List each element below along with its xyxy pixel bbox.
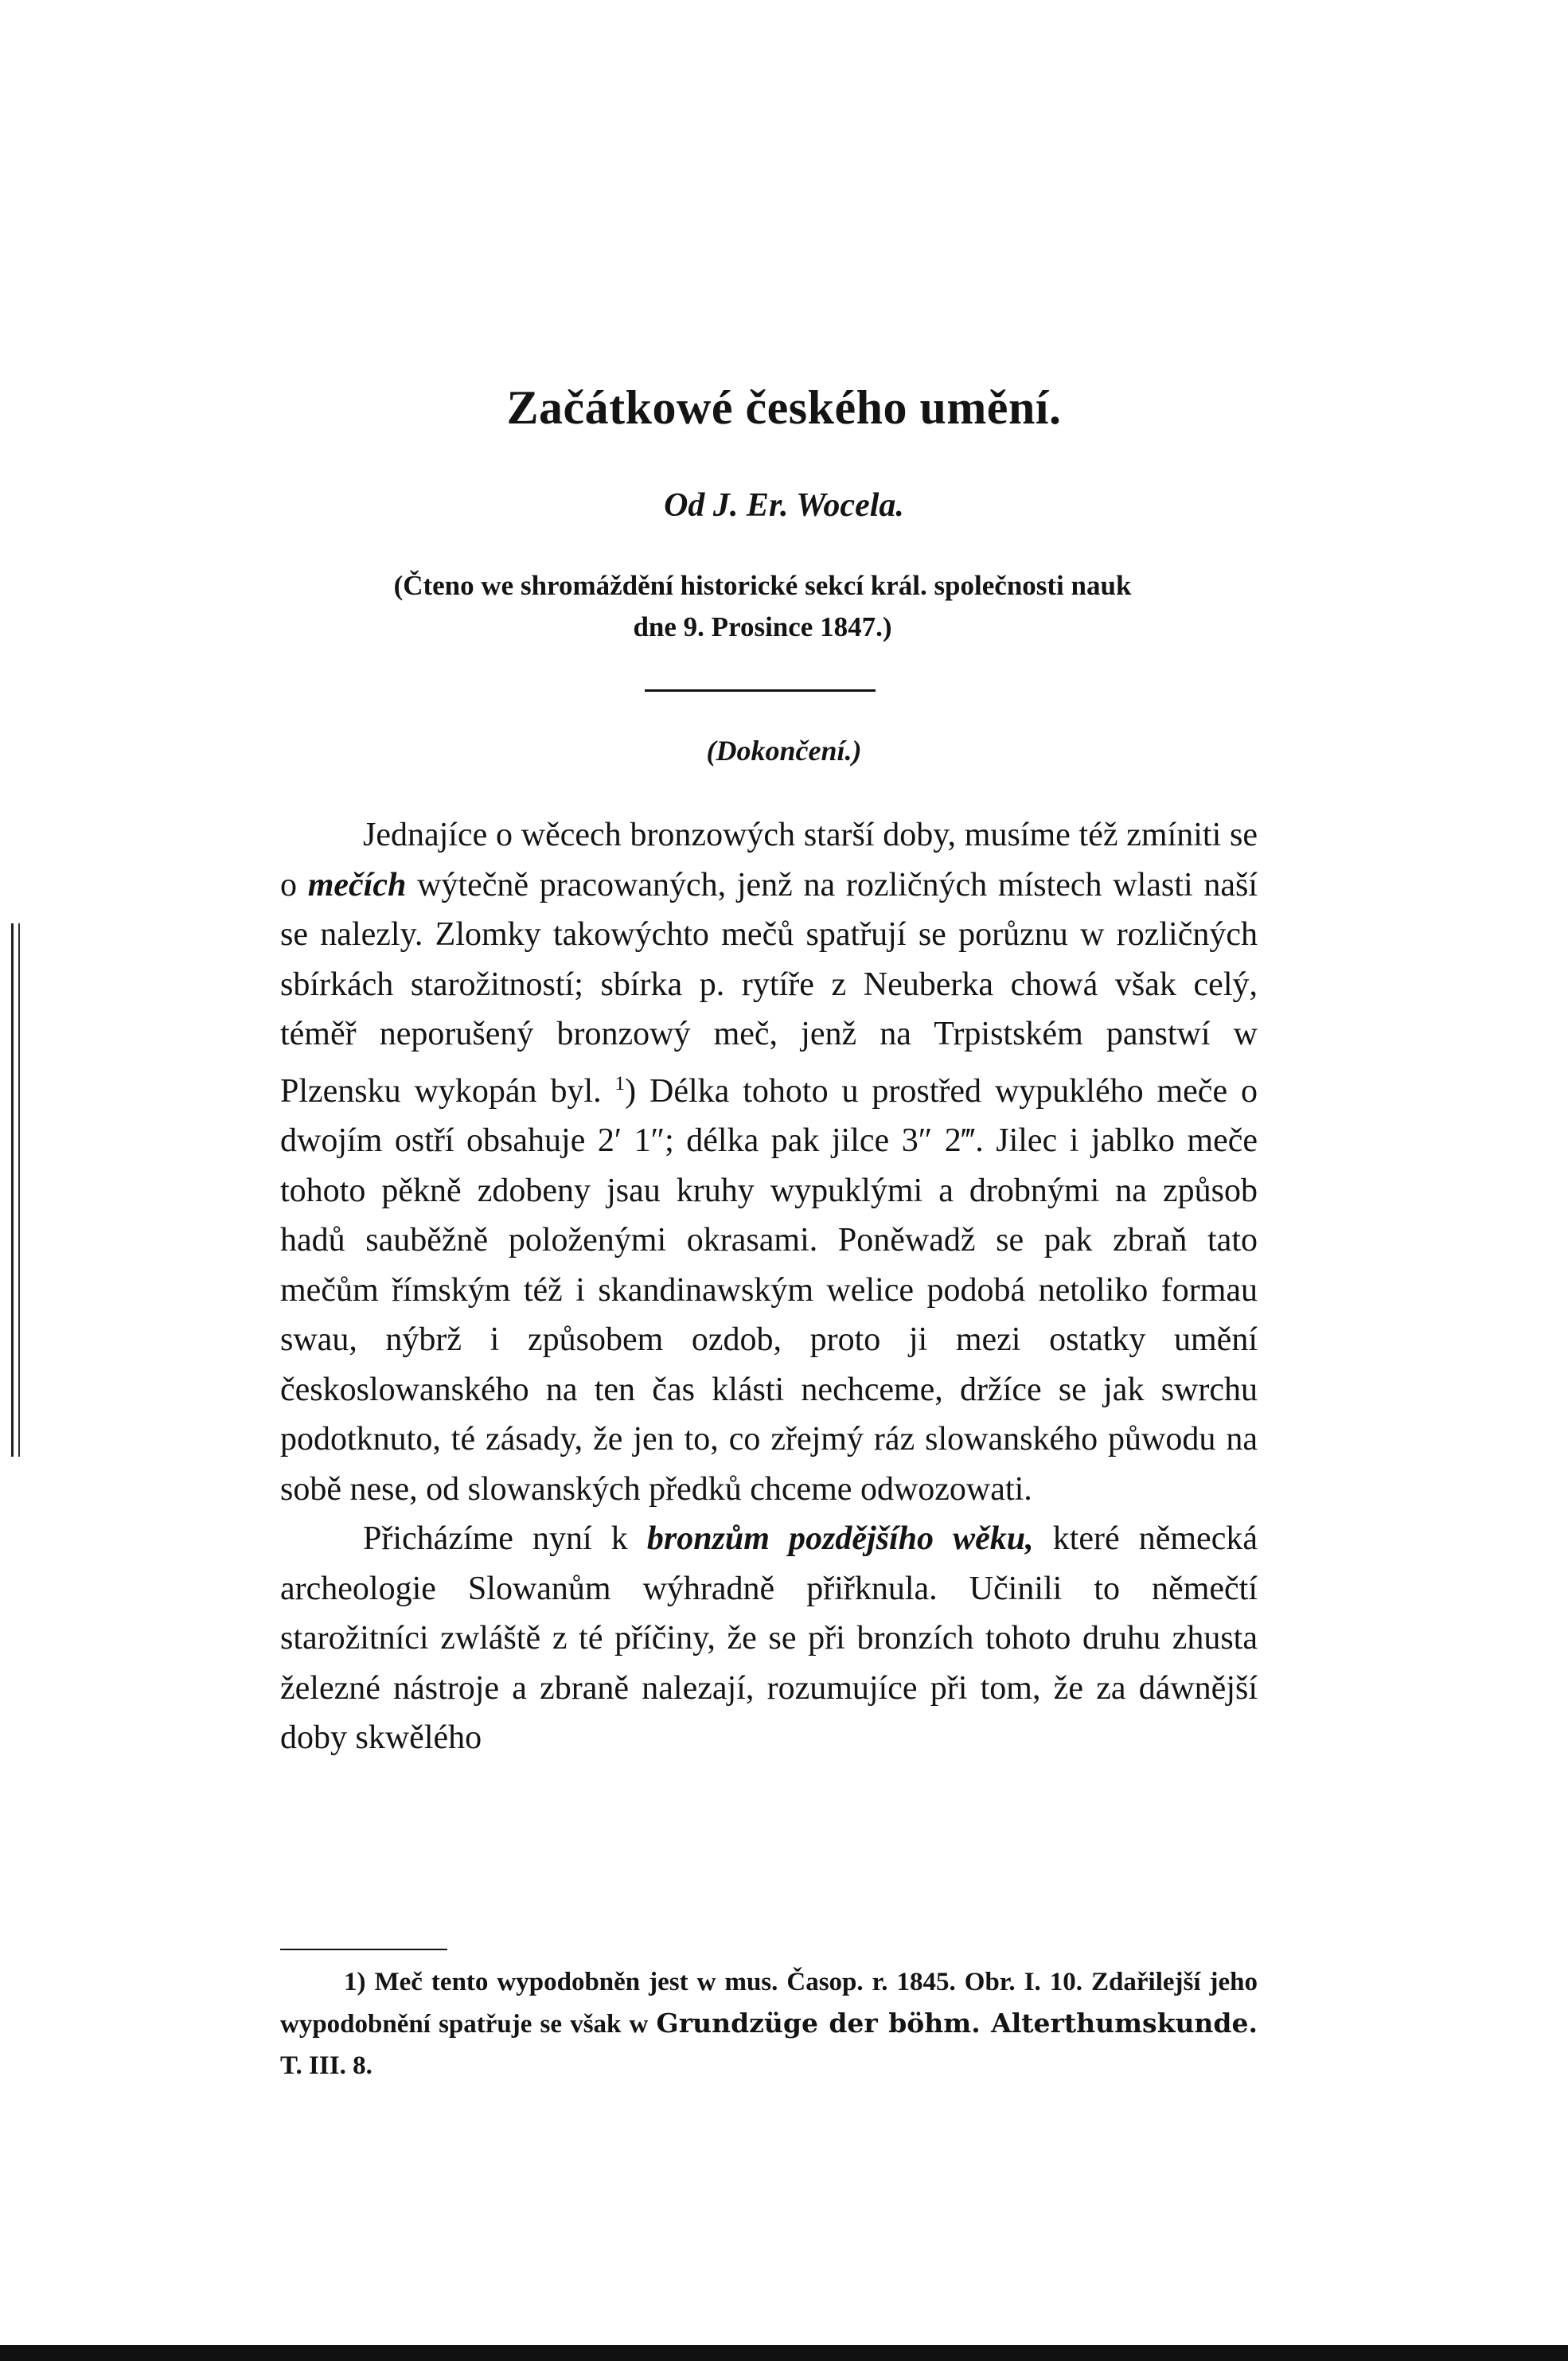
fraktur-title: Grundzüge der böhm. Alterthumskunde. <box>656 2008 1258 2039</box>
article-body <box>280 810 1258 1763</box>
footnote-reference: 1 <box>614 1072 626 1095</box>
emphasis-swords: mečích <box>307 866 407 903</box>
reading-note <box>317 565 1208 648</box>
paragraph-1: Jednajíce o wěcech bronzowých starší doby, musíme též zmíniti se o mečích wýtečně pracowaných, jenž na rozličných místech wlasti naší se nalezly. Zlomky takowýchto mečů spatřují se porůznu w rozličných sbírkách starožitností; sbírka p. rytíře z Neuberka chowá však celý, téměř neporušený bronzowý meč, jenž na Trpistském panstwí w Plzensku wykopán byl. $^1$) Délka tohoto u prostřed wypuklého meče o dwojím ostří obsahuje 2′ 1″; délka pak jilce 3″ 2‴. Jilec i jablko meče tohoto pěkně zdobeny jsau kruhy wypuklými a drobnými na způsob hadů sauběžně položenými okrasami. Poněwadž se pak zbraň tato mečům římským též i skandinawským welice podobá netoliko formau swau, nýbrž i způsobem ozdob, proto ji mezi ostatky umění českoslowanského na ten čas klásti nechceme, držíce se jak swrchu podotknuto, té zásady, že jen to, co zřejmý ráz slowanského půwodu na sobě nese, od slowanských předků chceme odwozowati. <box>280 817 1258 1508</box>
header <box>0 380 1568 525</box>
reading-note-line-1: (Čteno we shromáždění historické sekcí král. společnosti nauk <box>393 570 1132 601</box>
emphasis-later-bronzes: bronzům pozdějšího wěku, <box>646 1520 1034 1557</box>
paragraph-2: Přicházíme nyní k bronzům pozdějšího wěku, které německá archeologie Slowanům wýhradně přiřknula. Učinili to němečtí starožitníci zwláště z té příčiny, že se při bronzích tohoto druhu zhusta železné nástroje a zbraně nalezají, rozumujíce při tom, že za dáwnější doby skwělého <box>280 1520 1258 1756</box>
continuation-label: (Dokončení.) <box>706 735 862 767</box>
reading-note-line-2: dne 9. Prosince 1847.) <box>633 611 892 642</box>
section-divider <box>645 689 876 692</box>
footnote-1: 1) Meč tento wypodobněn jest w mus. Časop. r. 1845. Obr. I. 10. Zdařilejší jeho wypodobnění spatřuje se však w Grundzüge der böhm. Alterthumskunde. T. III. 8. <box>280 1968 1258 2080</box>
scan-bottom-edge <box>0 2345 1568 2361</box>
article-author: Od J. Er. Wocela. <box>664 487 904 524</box>
article-title: Začátkowé českého umění. <box>506 381 1062 434</box>
footnote-rule <box>280 1949 447 1950</box>
footnotes <box>280 1961 1258 2086</box>
page-edge-binding <box>11 923 20 1457</box>
